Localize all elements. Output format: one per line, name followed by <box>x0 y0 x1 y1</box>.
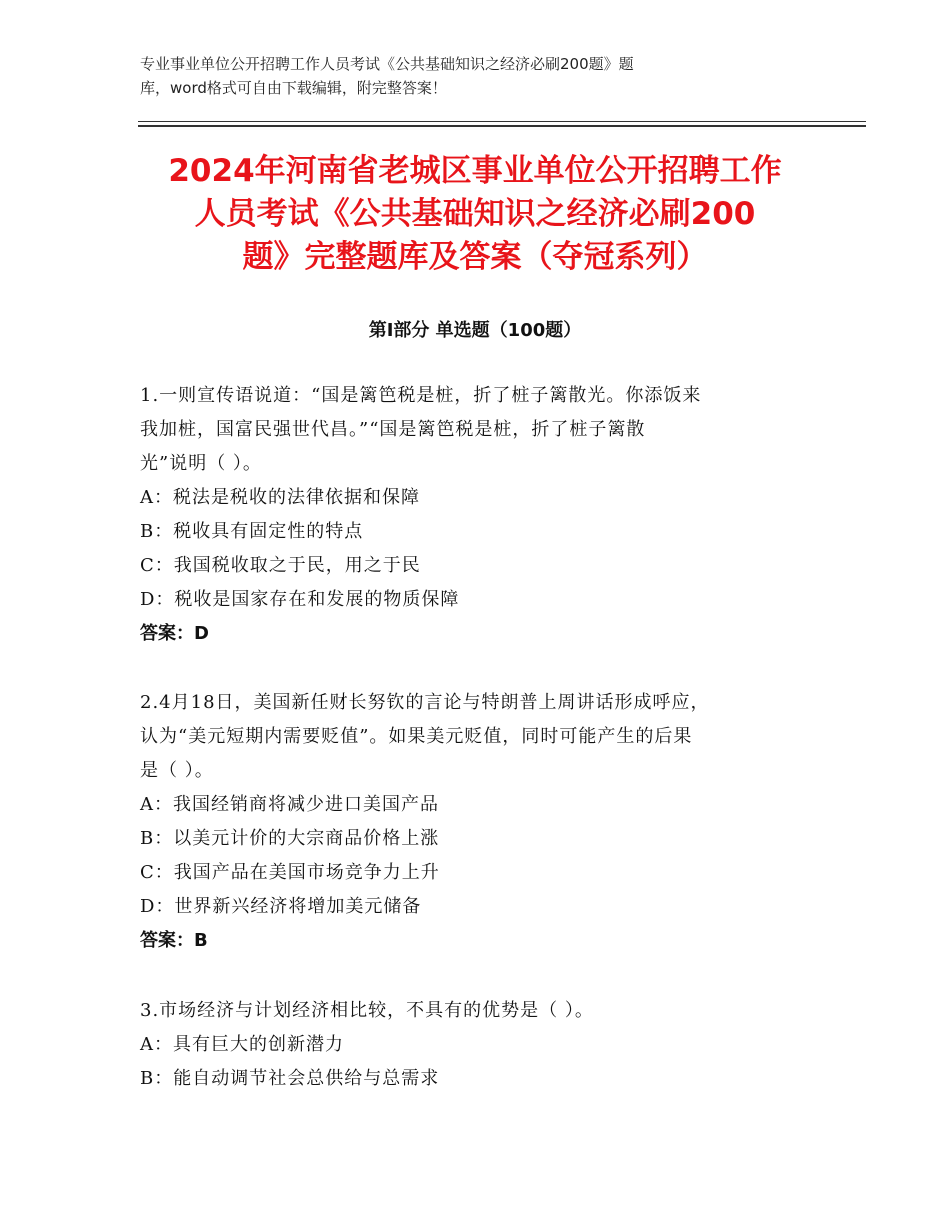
option-c: C：我国产品在美国市场竞争力上升 <box>140 862 440 883</box>
question-stem <box>140 379 820 481</box>
header-divider-thin <box>138 121 866 122</box>
stem-line: 3.市场经济与计划经济相比较，不具有的优势是（ ）。 <box>140 1000 594 1021</box>
question-stem <box>140 686 820 788</box>
header-note-line: 库，word格式可自由下载编辑，附完整答案！ <box>140 79 447 97</box>
answer: 答案：B <box>140 930 208 951</box>
stem-line: 光”说明（ ）。 <box>140 453 262 474</box>
option-b: B：税收具有固定性的特点 <box>140 521 364 542</box>
option-d: D：税收是国家存在和发展的物质保障 <box>140 589 460 610</box>
option-c: C：我国税收取之于民，用之于民 <box>140 555 421 576</box>
header-note-line: 专业事业单位公开招聘工作人员考试《公共基础知识之经济必刷200题》题 <box>140 55 634 73</box>
option-d: D：世界新兴经济将增加美元储备 <box>140 896 422 917</box>
stem-line: 是（ ）。 <box>140 760 214 781</box>
header-note <box>140 52 790 100</box>
question-3 <box>140 994 820 1096</box>
option-a: A：具有巨大的创新潜力 <box>140 1034 344 1055</box>
question-2 <box>140 686 820 958</box>
option-a: A：我国经销商将减少进口美国产品 <box>140 794 439 815</box>
stem-line: 2.4月18日，美国新任财长努钦的言论与特朗普上周讲话形成呼应， <box>140 692 710 713</box>
option-b: B：以美元计价的大宗商品价格上涨 <box>140 828 440 849</box>
stem-line: 我加桩，国富民强世代昌。”“国是篱笆税是桩，折了桩子篱散 <box>140 419 646 440</box>
option-a: A：税法是税收的法律依据和保障 <box>140 487 420 508</box>
question-1 <box>140 379 820 651</box>
option-b: B：能自动调节社会总供给与总需求 <box>140 1068 440 1089</box>
stem-line: 1.一则宣传语说道：“国是篱笆税是桩，折了桩子篱散光。你添饭来 <box>140 385 702 406</box>
document-title <box>110 150 840 279</box>
answer: 答案：D <box>140 623 209 644</box>
title-line: 人员考试《公共基础知识之经济必刷200 <box>194 196 756 232</box>
question-stem <box>140 994 820 1028</box>
section-title: 第Ⅰ部分 单选题（100题） <box>368 320 582 341</box>
stem-line: 认为“美元短期内需要贬值”。如果美元贬值，同时可能产生的后果 <box>140 726 693 747</box>
title-line: 2024年河南省老城区事业单位公开招聘工作 <box>168 153 782 189</box>
title-line: 题》完整题库及答案（夺冠系列） <box>242 239 708 275</box>
header-divider-thick <box>138 125 866 127</box>
